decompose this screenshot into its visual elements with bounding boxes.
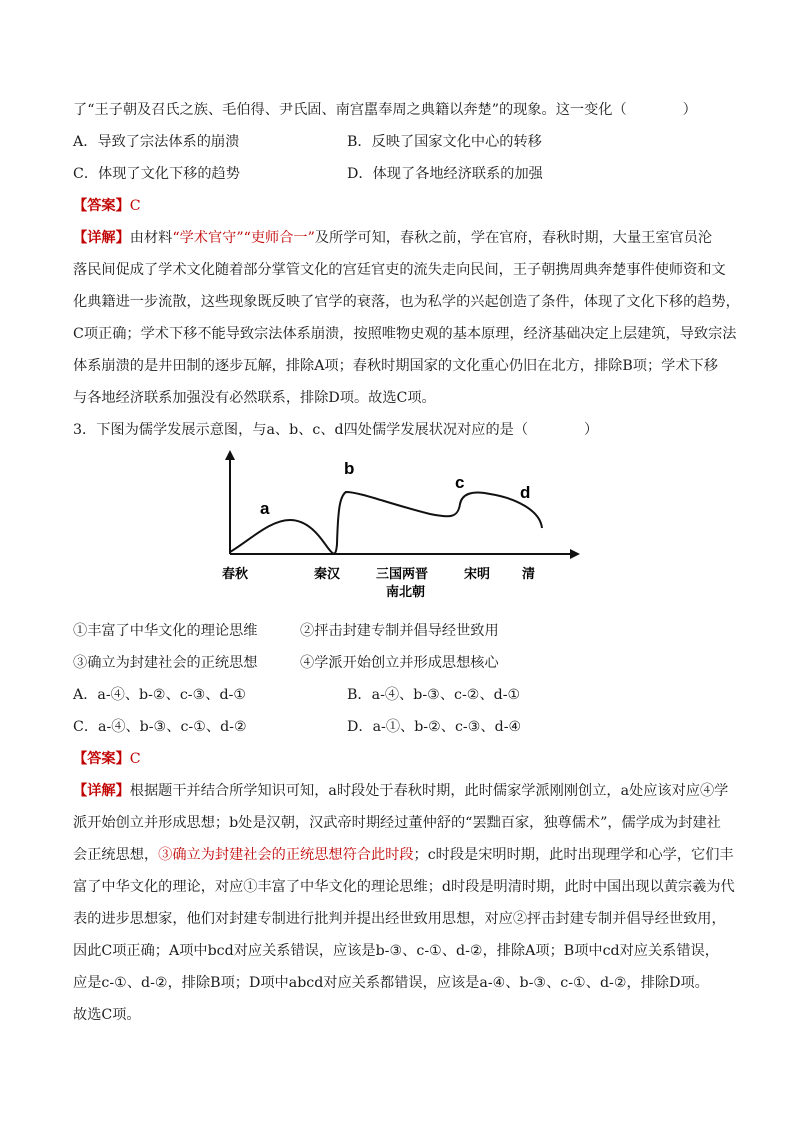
q3-statement-1: ①丰富了中华文化的理论思维 <box>73 623 258 639</box>
q2-detail-line-1 <box>73 228 733 248</box>
q2-option-c: C．体现了文化下移的趋势 <box>73 166 240 182</box>
q2-detail-line-3: 化典籍进一步流散，这些现象既反映了官学的衰落，也为私学的兴起创造了条件，体现了文化下移的趋势， <box>73 294 740 310</box>
q2-detail-1-post: 及所学可知，春秋之前，学在官府，春秋时期，大量王室官员沦 <box>314 230 713 246</box>
point-label-d: d <box>520 483 531 502</box>
q3-answer <box>73 749 733 769</box>
q2-answer-value: C <box>129 198 141 214</box>
q3-answer-value: C <box>129 751 141 767</box>
x-label-songming: 宋明 <box>464 567 491 582</box>
q2-detail-line-5: 体系崩溃的是井田制的逐步瓦解，排除A项；春秋时期国家的文化重心仍旧在北方，排除B项；学术下移 <box>73 358 718 374</box>
q3-detail-line-4: 富了中华文化的理论，对应①丰富了中华文化的理论思维；d时段是明清时期，此时中国出现以黄宗羲为代 <box>73 879 735 895</box>
q2-detail-1-red: “学术官守”“吏师合一” <box>172 230 315 246</box>
q2-detail-line-2: 落民间促成了学术文化随着部分掌管文化的宫廷官吏的流失走向民间，王子朝携周典奔楚事件使师资和文 <box>73 262 726 278</box>
q3-statement-2: ②抨击封建专制并倡导经世致用 <box>300 623 499 639</box>
q3-stem-text: 3．下图为儒学发展示意图，与a、b、c、d四处儒学发展状况对应的是（ <box>73 422 529 438</box>
q3-detail-line-6: 因此C项正确；A项中bcd对应关系错误，应该是b-③、c-①、d-②，排除A项；B项中cd对应关系错误， <box>73 943 719 959</box>
q3-detail-line-3 <box>73 845 733 865</box>
x-label-chunqiu: 春秋 <box>222 567 249 582</box>
q2-option-d: D．体现了各地经济联系的加强 <box>347 166 543 182</box>
q2-option-a: A．导致了宗法体系的崩溃 <box>73 134 240 150</box>
x-label-sanguo-liangjin: 三国两晋 <box>376 567 429 582</box>
q3-stem <box>73 420 733 440</box>
y-axis-arrow <box>225 450 235 460</box>
q3-option-d: D．a-①、b-②、c-③、d-④ <box>347 719 522 735</box>
x-label-qinhan: 秦汉 <box>314 567 341 582</box>
q2-paren-close: ） <box>682 102 697 118</box>
q3-statement-3: ③确立为封建社会的正统思想 <box>73 655 258 671</box>
q3-detail-line-7: 应是c-①、d-②，排除B项；D项中abcd对应关系都错误，应该是a-④、b-③、c-①、d-②，排除D项。 <box>73 975 709 991</box>
q3-paren-close: ） <box>584 422 599 438</box>
x-label-nanbeichao: 南北朝 <box>386 585 426 600</box>
q3-detail-3-pre: 会正统思想， <box>73 847 159 863</box>
q2-answer-tag: 【答案】 <box>73 198 130 214</box>
q3-detail-3-post: ；c时段是宋明时期，此时出现理学和心学，它们丰 <box>413 847 734 863</box>
q3-answer-tag: 【答案】 <box>73 751 130 767</box>
confucianism-development-diagram <box>210 448 590 608</box>
q3-detail-line-2: 派开始创立并形成思想；b处是汉朝，汉武帝时期经过董仲舒的“罢黜百家，独尊儒术”，儒学成为封建社 <box>73 815 721 831</box>
q3-detail-tag: 【详解】 <box>73 783 130 799</box>
q2-detail-tag: 【详解】 <box>73 230 130 246</box>
q3-detail-line-5: 表的进步思想家，他们对封建专制进行批判并提出经世致用思想，对应②抨击封建专制并倡导经世致用， <box>73 911 726 927</box>
q3-statement-4: ④学派开始创立并形成思想核心 <box>300 655 499 671</box>
q3-option-a: A．a-④、b-②、c-③、d-① <box>73 687 247 703</box>
x-label-qing: 清 <box>522 567 536 582</box>
q2-detail-line-6: 与各地经济联系加强没有必然联系，排除D项。故选C项。 <box>73 390 436 406</box>
development-curve <box>230 492 542 554</box>
q3-detail-line-1 <box>73 781 733 801</box>
q2-detail-line-4: C项正确；学术下移不能导致宗法体系崩溃，按照唯物史观的基本原理，经济基础决定上层建筑，导致宗法 <box>73 326 737 342</box>
q3-option-b: B．a-④、b-③、c-②、d-① <box>347 687 521 703</box>
q3-option-c: C．a-④、b-③、c-①、d-② <box>73 719 247 735</box>
q2-stem-tail <box>73 100 733 120</box>
q2-stem-text: 了“王子朝及召氏之族、毛伯得、尹氏固、南宫嚚奉周之典籍以奔楚”的现象。这一变化（ <box>73 102 627 118</box>
x-axis-arrow <box>570 549 580 559</box>
q3-detail-line-8: 故选C项。 <box>73 1007 141 1023</box>
q3-detail-3-red: ③确立为封建社会的正统思想符合此时段 <box>158 847 414 863</box>
point-label-c: c <box>455 473 465 492</box>
q2-option-b: B．反映了国家文化中心的转移 <box>347 134 542 150</box>
point-label-b: b <box>344 459 355 478</box>
q3-detail-1-pre: 根据题干并结合所学知识可知，a时段处于春秋时期，此时儒家学派刚刚创立，a处应该对应④学 <box>129 783 729 799</box>
q2-answer <box>73 196 733 216</box>
q2-detail-1-pre: 由材料 <box>129 230 173 246</box>
point-label-a: a <box>260 499 270 518</box>
